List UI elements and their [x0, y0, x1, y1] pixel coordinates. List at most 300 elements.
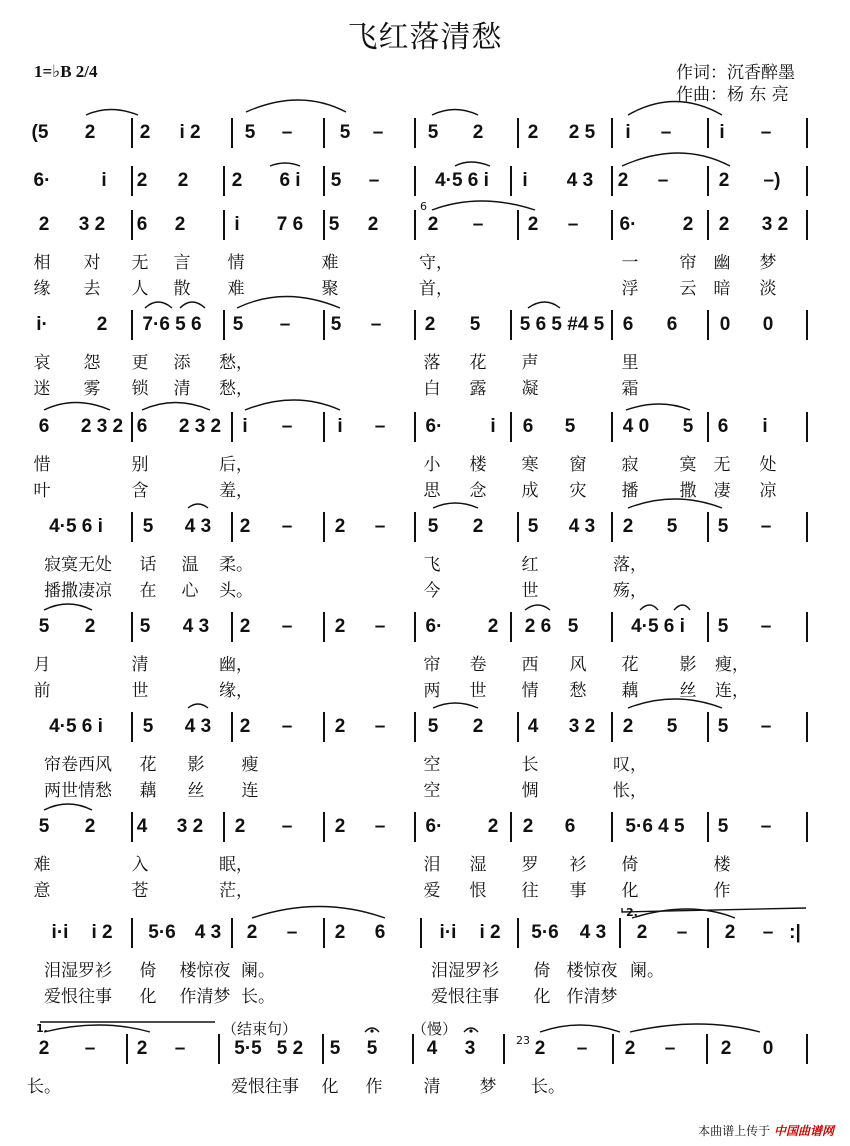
note: 6· [619, 214, 637, 235]
barline [231, 412, 233, 442]
staff-row [0, 712, 850, 742]
lyric: 惜 [33, 455, 51, 475]
note: – [286, 922, 298, 943]
lyric: 幽 [713, 253, 731, 273]
slur [188, 504, 208, 508]
note: 2 [334, 816, 346, 837]
slur [640, 605, 658, 610]
note: – [760, 816, 772, 837]
lyric-line [0, 348, 850, 373]
barline [414, 612, 416, 642]
note: 3 2 [176, 816, 204, 837]
lyric: 空 [423, 781, 441, 801]
barline [323, 118, 325, 148]
note: 2 [720, 1038, 732, 1059]
lyric: 花 [621, 655, 639, 675]
note: 6 [522, 416, 534, 437]
lyric: 殇， [613, 581, 647, 601]
barline [707, 812, 709, 842]
lyric: 作 [365, 1077, 383, 1097]
lyric: 世 [469, 681, 487, 701]
barline [707, 712, 709, 742]
barline [414, 812, 416, 842]
lyric: 撒 [679, 481, 697, 501]
note: i [522, 170, 528, 191]
note: i·i [51, 922, 69, 943]
lyric: 头。 [219, 581, 253, 601]
barline [611, 712, 613, 742]
lyric-line [0, 750, 850, 775]
lyric: 梦 [759, 253, 777, 273]
note: 5 [666, 516, 678, 537]
lyric: 湿 [469, 855, 487, 875]
note: 5 [328, 214, 340, 235]
note: i·i [439, 922, 457, 943]
note: 2 [624, 1038, 636, 1059]
lyric: 意 [33, 881, 51, 901]
note: 4·5 6 i [435, 170, 489, 191]
note: 5 [717, 816, 729, 837]
lyric: 清 [423, 1077, 441, 1097]
note: – [567, 214, 579, 235]
slur [432, 110, 478, 116]
barline [131, 812, 133, 842]
note: i [762, 416, 768, 437]
barline [707, 612, 709, 642]
note: 5·6 4 5 [625, 816, 685, 837]
barline [323, 918, 325, 948]
note: – [374, 816, 386, 837]
staff-row [0, 166, 850, 196]
credits [676, 62, 795, 106]
note: 2 [367, 214, 379, 235]
barline [707, 310, 709, 340]
barline [323, 812, 325, 842]
lyric: 里 [621, 353, 639, 373]
note: – [374, 716, 386, 737]
note: 4 3 [194, 922, 222, 943]
note: – [760, 616, 772, 637]
lyric: 清 [173, 379, 191, 399]
note: i [337, 416, 343, 437]
note: 4·5 6 i [631, 616, 685, 637]
note: 2 [174, 214, 186, 235]
lyric: 守， [419, 253, 453, 273]
note: 4 0 [622, 416, 650, 437]
barline [517, 210, 519, 240]
note: – [281, 122, 293, 143]
barline [131, 412, 133, 442]
lyric: 前 [33, 681, 51, 701]
note: i [490, 416, 496, 437]
lyric: 楼 [469, 455, 487, 475]
lyric: 梦 [479, 1077, 497, 1097]
barline [510, 310, 512, 340]
note: 2 [424, 314, 436, 335]
lyric: 寂 [621, 455, 639, 475]
lyric-line [0, 850, 850, 875]
lyric: 温 [181, 555, 199, 575]
lyric: 难 [227, 279, 245, 299]
barline [231, 918, 233, 948]
slur [626, 404, 690, 410]
note: 5 [38, 816, 50, 837]
note: – [281, 516, 293, 537]
lyric: 楼惊夜 [179, 961, 231, 981]
note: 6 [666, 314, 678, 335]
barline [707, 166, 709, 196]
barline [420, 918, 422, 948]
barline [806, 812, 808, 842]
lyric: 无 [131, 253, 149, 273]
lyric: 苍 [131, 881, 149, 901]
volta-label-2: 2. [626, 906, 638, 919]
barline [707, 412, 709, 442]
barline [323, 210, 325, 240]
barline [707, 512, 709, 542]
lyric: 情 [227, 253, 245, 273]
note: 5·6 [531, 922, 559, 943]
slur [432, 201, 535, 210]
site-logo: 中国曲谱网 [773, 1124, 834, 1138]
barline [323, 512, 325, 542]
lyric: 连， [715, 681, 749, 701]
barline [131, 512, 133, 542]
note: 2 [622, 516, 634, 537]
barline [231, 512, 233, 542]
note: 2 [487, 816, 499, 837]
note: 2 [487, 616, 499, 637]
note: i [625, 122, 631, 143]
lyric-line [0, 476, 850, 501]
note: 5·5 [234, 1038, 262, 1059]
footer [698, 1122, 834, 1139]
note: i [101, 170, 107, 191]
note: 7·6 5 6 [142, 314, 202, 335]
lyric: 恨 [469, 881, 487, 901]
lyric: 倚 [621, 855, 639, 875]
barline [131, 310, 133, 340]
lyric: 泪湿罗衫 [431, 961, 499, 981]
note: 2 [38, 214, 50, 235]
barline [517, 118, 519, 148]
barline [231, 712, 233, 742]
slur [246, 100, 346, 112]
key-signature: 1=♭B 2/4 [34, 62, 98, 81]
note: 4·5 6 i [49, 716, 103, 737]
lyric: 情 [521, 681, 539, 701]
note: 6· [425, 416, 443, 437]
note: 3 2 [761, 214, 789, 235]
barline [414, 412, 416, 442]
lyric: 成 [521, 481, 539, 501]
staff-row [0, 512, 850, 542]
lyric: 首， [419, 279, 453, 299]
note: 2 [139, 122, 151, 143]
barline [611, 210, 613, 240]
note: 5 [38, 616, 50, 637]
lyric: 爱恨往事 [431, 987, 499, 1007]
note: 5 2 [276, 1038, 304, 1059]
lyric: 两 [423, 681, 441, 701]
slur [252, 907, 385, 919]
barline [322, 1034, 324, 1064]
barline [806, 310, 808, 340]
note: 2 [334, 922, 346, 943]
note: 6 [38, 416, 50, 437]
slur [142, 403, 210, 411]
barline [510, 812, 512, 842]
lyric: 罗 [521, 855, 539, 875]
lyric: 更 [131, 353, 149, 373]
slur [44, 604, 92, 610]
note: – [760, 122, 772, 143]
note: 7 6 [276, 214, 304, 235]
note: 2 [231, 170, 243, 191]
lyric: 难 [33, 855, 51, 875]
note: 2 [472, 716, 484, 737]
lyric: 声 [521, 353, 539, 373]
lyric: 叶 [33, 481, 51, 501]
note: 6 [564, 816, 576, 837]
lyric-line [0, 650, 850, 675]
barline [707, 118, 709, 148]
lyric: 聚 [321, 279, 339, 299]
note: – [374, 416, 386, 437]
note: i· [36, 314, 48, 335]
note: – [760, 516, 772, 537]
note: 0 [762, 1038, 774, 1059]
lyric: 长。 [531, 1077, 565, 1097]
barline [510, 612, 512, 642]
lyric: 往 [521, 881, 539, 901]
note: 2 [636, 922, 648, 943]
lyric: 卷 [469, 655, 487, 675]
note: – [760, 716, 772, 737]
note: 5 [427, 516, 439, 537]
note: 4 [426, 1038, 438, 1059]
barline [611, 512, 613, 542]
lyric: 缘 [33, 279, 51, 299]
lyric: 对 [83, 253, 101, 273]
barline [611, 412, 613, 442]
barline [414, 512, 416, 542]
note: 5 [564, 416, 576, 437]
note: 5 [717, 716, 729, 737]
slur [188, 704, 208, 708]
note: (5 [31, 122, 49, 143]
lyric: 人 [131, 279, 149, 299]
barline [806, 412, 808, 442]
fermata [365, 1028, 379, 1032]
barline [323, 412, 325, 442]
lyric: 寂寞无处 [44, 555, 112, 575]
slur [86, 110, 138, 116]
lyric: 瘦 [241, 755, 259, 775]
lyric: 迷 [33, 379, 51, 399]
lyric: 幽， [219, 655, 253, 675]
slur [44, 403, 110, 411]
note: 2 [718, 214, 730, 235]
slur [528, 302, 560, 308]
note: – [372, 122, 384, 143]
note: 5 [717, 616, 729, 637]
lyric: 倚 [139, 961, 157, 981]
lyric: 雾 [83, 379, 101, 399]
lyric: 去 [83, 279, 101, 299]
lyric: 落 [423, 353, 441, 373]
barline [323, 712, 325, 742]
lyric: 帘卷西风 [44, 755, 112, 775]
barline [503, 1034, 505, 1064]
note: 2 [472, 122, 484, 143]
staff-row [0, 612, 850, 642]
note: 5 [366, 1038, 378, 1059]
note: – [664, 1038, 676, 1059]
lyric: 花 [139, 755, 157, 775]
note: 6 [374, 922, 386, 943]
lyric: 无 [713, 455, 731, 475]
lyric: 凉 [759, 481, 777, 501]
barline [223, 210, 225, 240]
barline [131, 118, 133, 148]
lyric: 化 [533, 987, 551, 1007]
note: 2 [534, 1038, 546, 1059]
staff-row [0, 812, 850, 842]
barline [414, 210, 416, 240]
note: 4 3 [566, 170, 594, 191]
volta-label-1: 1. [36, 1022, 48, 1035]
lyric: 楼 [713, 855, 731, 875]
lyric: 凝 [521, 379, 539, 399]
tempo-slow-label: （慢） [412, 1020, 458, 1038]
lyric: 惆 [521, 781, 539, 801]
slur [540, 1025, 620, 1032]
lyric: 锁 [131, 379, 149, 399]
slur [433, 703, 478, 708]
note: 6· [33, 170, 51, 191]
lyric: 散 [173, 279, 191, 299]
barline [707, 210, 709, 240]
note: – [84, 1038, 96, 1059]
lyric: 叹， [613, 755, 647, 775]
barline [231, 118, 233, 148]
lyric: 长。 [27, 1077, 61, 1097]
lyric: 藕 [139, 781, 157, 801]
lyric: 播 [621, 481, 639, 501]
barline [806, 512, 808, 542]
note: – [657, 170, 669, 191]
lyric: 怨 [83, 353, 101, 373]
lyric: 衫 [569, 855, 587, 875]
lyric: 事 [569, 881, 587, 901]
lyric: 处 [759, 455, 777, 475]
note: 2 [472, 516, 484, 537]
barline [806, 166, 808, 196]
lyric: 楼惊夜 [566, 961, 618, 981]
lyric: 灾 [569, 481, 587, 501]
barline [706, 1034, 708, 1064]
lyric: 飞 [423, 555, 441, 575]
note: 2 [239, 716, 251, 737]
note: 2 [622, 716, 634, 737]
lyric: 愁， [219, 379, 253, 399]
lyric: 云 [679, 279, 697, 299]
note: 2 5 [568, 122, 596, 143]
lyric-line [0, 576, 850, 601]
note: 2 [617, 170, 629, 191]
note: – [762, 922, 774, 943]
staff-row [0, 310, 850, 340]
note: 2 [724, 922, 736, 943]
barline [131, 712, 133, 742]
lyric: 浮 [621, 279, 639, 299]
note: 6 [136, 214, 148, 235]
note: 2 [177, 170, 189, 191]
note: – [472, 214, 484, 235]
lyric: 世 [521, 581, 539, 601]
note: 5 [329, 1038, 341, 1059]
note: 2 [84, 122, 96, 143]
lyric: 窗 [569, 455, 587, 475]
lyric: 作 [713, 881, 731, 901]
composer: 作曲：杨 东 亮 [676, 85, 789, 105]
lyric: 寞 [679, 455, 697, 475]
lyric: 小 [423, 455, 441, 475]
barline [414, 166, 416, 196]
note: 2 [522, 816, 534, 837]
lyric: 难 [321, 253, 339, 273]
note: 6 [717, 416, 729, 437]
barline [611, 118, 613, 148]
note: 5 [427, 716, 439, 737]
lyric: 怅， [613, 781, 647, 801]
lyric-line [0, 876, 850, 901]
barline [323, 612, 325, 642]
barline [611, 310, 613, 340]
note: 5 [232, 314, 244, 335]
lyric: 别 [131, 455, 149, 475]
barline [218, 1034, 220, 1064]
slur [674, 605, 690, 610]
lyric-line [0, 676, 850, 701]
barline [806, 210, 808, 240]
lyric: 播撒凄凉 [44, 581, 112, 601]
barline [223, 812, 225, 842]
barline [414, 118, 416, 148]
note: 2 [239, 516, 251, 537]
lyric: 西 [521, 655, 539, 675]
note: 2 [334, 516, 346, 537]
note: 5 [427, 122, 439, 143]
slur [622, 153, 730, 166]
note: 4 3 [182, 616, 210, 637]
note: 6· [425, 616, 443, 637]
note: 4 3 [184, 516, 212, 537]
note: – [281, 716, 293, 737]
barline [517, 712, 519, 742]
note: – [370, 314, 382, 335]
lyric: 淡 [759, 279, 777, 299]
note: 6 i [279, 170, 301, 191]
note: 4 3 [568, 516, 596, 537]
barline [806, 118, 808, 148]
note: 5 [527, 516, 539, 537]
barline [517, 512, 519, 542]
note: 2 6 [524, 616, 552, 637]
lyric-line [0, 1072, 850, 1097]
lyric: 心 [181, 581, 199, 601]
